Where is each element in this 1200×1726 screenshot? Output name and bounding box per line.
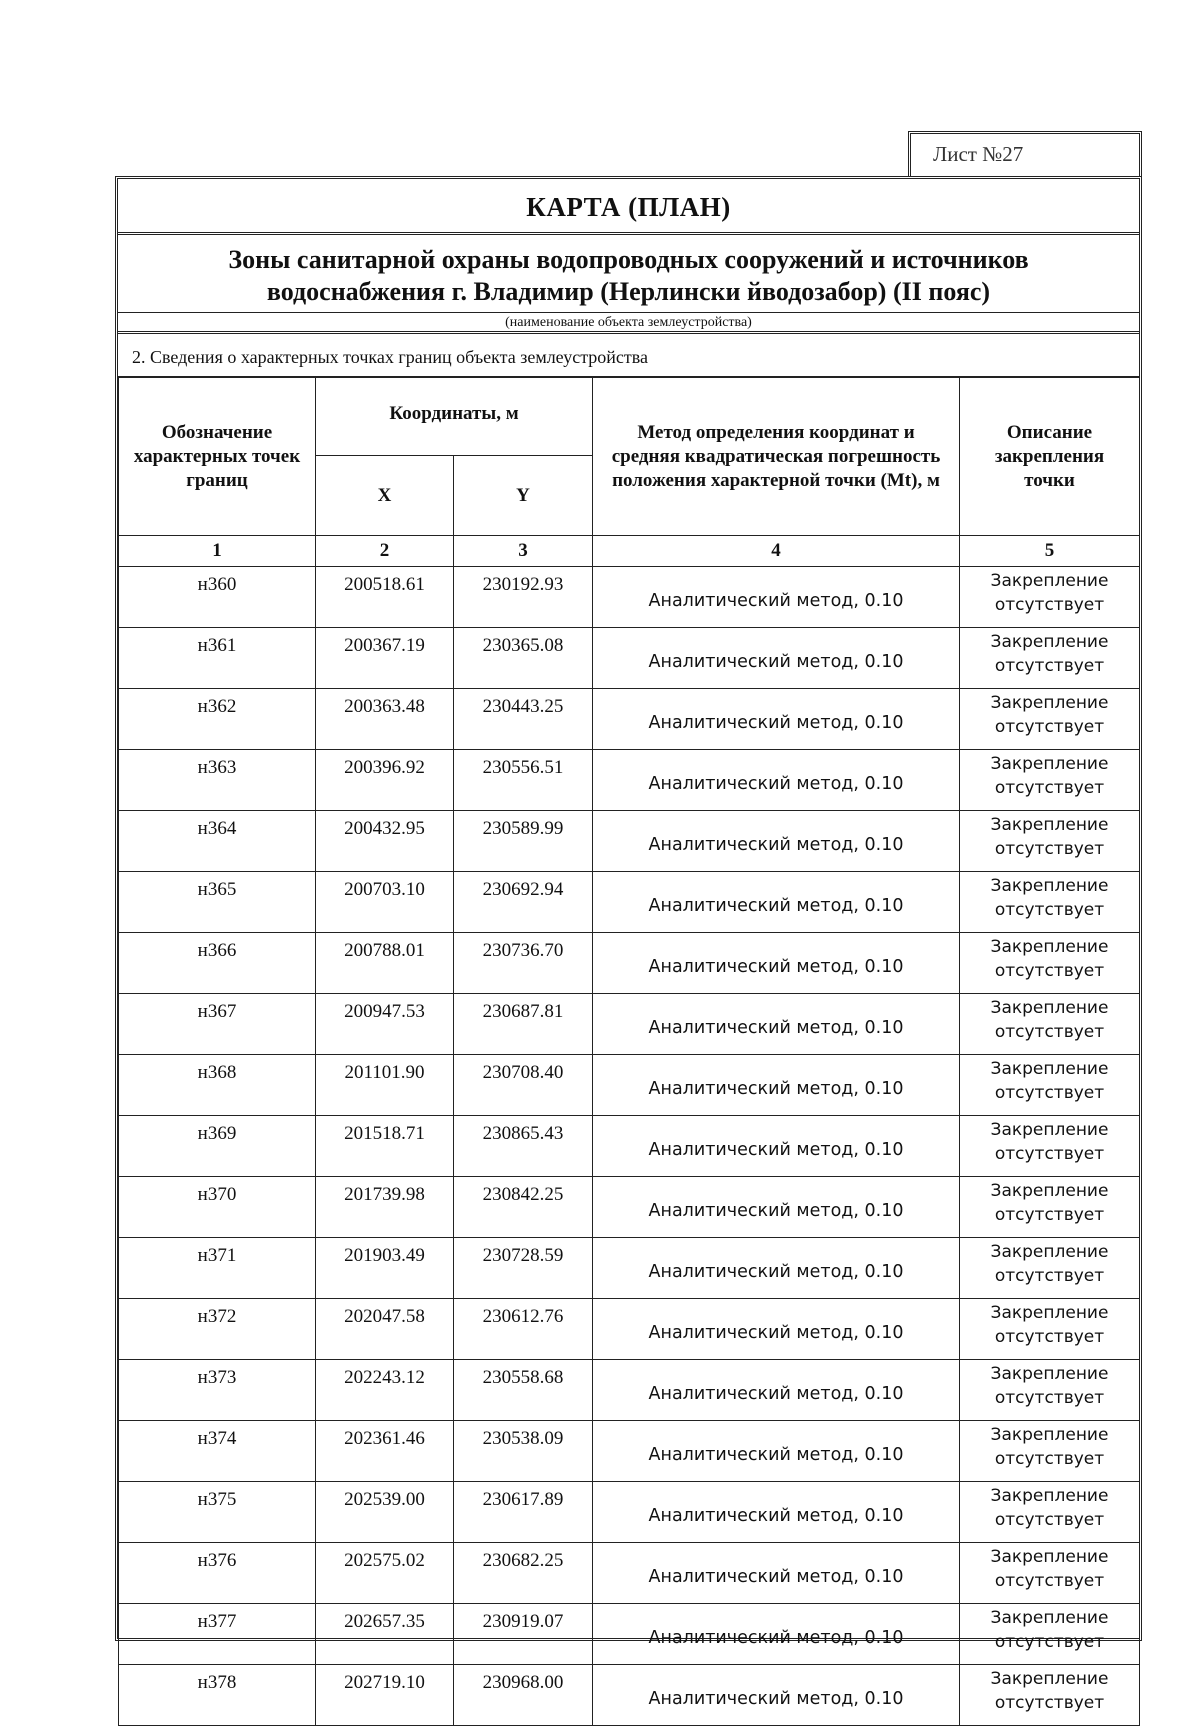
y-cell: 230968.00 bbox=[454, 1665, 593, 1726]
column-number: 2 bbox=[316, 536, 454, 567]
object-name-line-2: водоснабжения г. Владимир (Нерлински йводозабор) (II пояс) bbox=[266, 277, 991, 306]
point-cell: н370 bbox=[119, 1177, 316, 1238]
x-cell: 201739.98 bbox=[316, 1177, 454, 1238]
point-cell: н367 bbox=[119, 994, 316, 1055]
table-row bbox=[119, 1482, 1140, 1543]
table-row bbox=[119, 1055, 1140, 1116]
y-cell: 230556.51 bbox=[454, 750, 593, 811]
y-cell: 230865.43 bbox=[454, 1116, 593, 1177]
object-name-line-1: Зоны санитарной охраны водопроводных сооружений и источников bbox=[228, 245, 1029, 274]
method-cell: Аналитический метод, 0.10 bbox=[593, 811, 960, 872]
table-row bbox=[119, 1543, 1140, 1604]
description-cell: Закрепление отсутствует bbox=[960, 689, 1140, 750]
table-row bbox=[119, 872, 1140, 933]
header-coordinates: Координаты, м bbox=[316, 378, 593, 456]
table-row bbox=[119, 567, 1140, 628]
point-cell: н366 bbox=[119, 933, 316, 994]
y-cell: 230682.25 bbox=[454, 1543, 593, 1604]
method-cell: Аналитический метод, 0.10 bbox=[593, 1177, 960, 1238]
x-cell: 202657.35 bbox=[316, 1604, 454, 1665]
point-cell: н361 bbox=[119, 628, 316, 689]
method-cell: Аналитический метод, 0.10 bbox=[593, 1421, 960, 1482]
table-row bbox=[119, 1177, 1140, 1238]
table-row bbox=[119, 628, 1140, 689]
method-cell: Аналитический метод, 0.10 bbox=[593, 872, 960, 933]
x-cell: 201518.71 bbox=[316, 1116, 454, 1177]
y-cell: 230692.94 bbox=[454, 872, 593, 933]
y-cell: 230728.59 bbox=[454, 1238, 593, 1299]
y-cell: 230558.68 bbox=[454, 1360, 593, 1421]
x-cell: 200518.61 bbox=[316, 567, 454, 628]
object-caption: (наименование объекта землеустройства) bbox=[118, 312, 1139, 334]
description-cell: Закрепление отсутствует bbox=[960, 1482, 1140, 1543]
y-cell: 230192.93 bbox=[454, 567, 593, 628]
point-cell: н363 bbox=[119, 750, 316, 811]
column-number: 1 bbox=[119, 536, 316, 567]
method-cell: Аналитический метод, 0.10 bbox=[593, 567, 960, 628]
y-cell: 230842.25 bbox=[454, 1177, 593, 1238]
x-cell: 202243.12 bbox=[316, 1360, 454, 1421]
table-row bbox=[119, 750, 1140, 811]
x-cell: 202361.46 bbox=[316, 1421, 454, 1482]
table-row bbox=[119, 1238, 1140, 1299]
header-designation: Обозначение характерных точек границ bbox=[119, 378, 316, 536]
description-cell: Закрепление отсутствует bbox=[960, 994, 1140, 1055]
point-cell: н365 bbox=[119, 872, 316, 933]
x-cell: 202047.58 bbox=[316, 1299, 454, 1360]
description-cell: Закрепление отсутствует bbox=[960, 1238, 1140, 1299]
y-cell: 230612.76 bbox=[454, 1299, 593, 1360]
y-cell: 230617.89 bbox=[454, 1482, 593, 1543]
point-cell: н368 bbox=[119, 1055, 316, 1116]
method-cell: Аналитический метод, 0.10 bbox=[593, 750, 960, 811]
method-cell: Аналитический метод, 0.10 bbox=[593, 1299, 960, 1360]
points-table bbox=[118, 377, 1140, 1726]
method-cell: Аналитический метод, 0.10 bbox=[593, 628, 960, 689]
table-row bbox=[119, 1604, 1140, 1665]
point-cell: н369 bbox=[119, 1116, 316, 1177]
table-row bbox=[119, 811, 1140, 872]
y-cell: 230365.08 bbox=[454, 628, 593, 689]
header-description: Описание закрепления точки bbox=[960, 378, 1140, 536]
column-number: 4 bbox=[593, 536, 960, 567]
table-row bbox=[119, 994, 1140, 1055]
method-cell: Аналитический метод, 0.10 bbox=[593, 1360, 960, 1421]
description-cell: Закрепление отсутствует bbox=[960, 750, 1140, 811]
description-cell: Закрепление отсутствует bbox=[960, 1665, 1140, 1726]
y-cell: 230589.99 bbox=[454, 811, 593, 872]
table-body bbox=[119, 567, 1140, 1726]
table-row bbox=[119, 1299, 1140, 1360]
method-cell: Аналитический метод, 0.10 bbox=[593, 1238, 960, 1299]
point-cell: н375 bbox=[119, 1482, 316, 1543]
method-cell: Аналитический метод, 0.10 bbox=[593, 1665, 960, 1726]
method-cell: Аналитический метод, 0.10 bbox=[593, 1543, 960, 1604]
table-row bbox=[119, 933, 1140, 994]
method-cell: Аналитический метод, 0.10 bbox=[593, 689, 960, 750]
method-cell: Аналитический метод, 0.10 bbox=[593, 1482, 960, 1543]
description-cell: Закрепление отсутствует bbox=[960, 811, 1140, 872]
description-cell: Закрепление отсутствует bbox=[960, 1116, 1140, 1177]
x-cell: 200432.95 bbox=[316, 811, 454, 872]
method-cell: Аналитический метод, 0.10 bbox=[593, 994, 960, 1055]
x-cell: 200396.92 bbox=[316, 750, 454, 811]
description-cell: Закрепление отсутствует bbox=[960, 1055, 1140, 1116]
x-cell: 200703.10 bbox=[316, 872, 454, 933]
y-cell: 230708.40 bbox=[454, 1055, 593, 1116]
description-cell: Закрепление отсутствует bbox=[960, 1177, 1140, 1238]
x-cell: 200367.19 bbox=[316, 628, 454, 689]
document-title: КАРТА (ПЛАН) bbox=[118, 179, 1139, 235]
description-cell: Закрепление отсутствует bbox=[960, 933, 1140, 994]
column-number: 5 bbox=[960, 536, 1140, 567]
x-cell: 201903.49 bbox=[316, 1238, 454, 1299]
description-cell: Закрепление отсутствует bbox=[960, 1543, 1140, 1604]
point-cell: н364 bbox=[119, 811, 316, 872]
description-cell: Закрепление отсутствует bbox=[960, 628, 1140, 689]
table-row bbox=[119, 689, 1140, 750]
method-cell: Аналитический метод, 0.10 bbox=[593, 1604, 960, 1665]
y-cell: 230687.81 bbox=[454, 994, 593, 1055]
description-cell: Закрепление отсутствует bbox=[960, 1360, 1140, 1421]
x-cell: 200788.01 bbox=[316, 933, 454, 994]
header-method: Метод определения координат и средняя квадратическая погрешность положения характерной точки (Mt), м bbox=[593, 378, 960, 536]
x-cell: 202719.10 bbox=[316, 1665, 454, 1726]
y-cell: 230736.70 bbox=[454, 933, 593, 994]
description-cell: Закрепление отсутствует bbox=[960, 1604, 1140, 1665]
y-cell: 230538.09 bbox=[454, 1421, 593, 1482]
points-table-wrap bbox=[118, 377, 1139, 1726]
point-cell: н360 bbox=[119, 567, 316, 628]
object-name bbox=[118, 238, 1139, 312]
description-cell: Закрепление отсутствует bbox=[960, 1299, 1140, 1360]
x-cell: 201101.90 bbox=[316, 1055, 454, 1116]
method-cell: Аналитический метод, 0.10 bbox=[593, 1116, 960, 1177]
x-cell: 200947.53 bbox=[316, 994, 454, 1055]
point-cell: н362 bbox=[119, 689, 316, 750]
point-cell: н372 bbox=[119, 1299, 316, 1360]
method-cell: Аналитический метод, 0.10 bbox=[593, 933, 960, 994]
description-cell: Закрепление отсутствует bbox=[960, 1421, 1140, 1482]
table-row bbox=[119, 1116, 1140, 1177]
section-title: 2. Сведения о характерных точках границ объекта землеустройства bbox=[118, 337, 1139, 377]
header-x: X bbox=[316, 456, 454, 536]
document-frame bbox=[115, 176, 1142, 1713]
table-row bbox=[119, 1665, 1140, 1726]
y-cell: 230919.07 bbox=[454, 1604, 593, 1665]
table-row bbox=[119, 1421, 1140, 1482]
description-cell: Закрепление отсутствует bbox=[960, 872, 1140, 933]
point-cell: н377 bbox=[119, 1604, 316, 1665]
x-cell: 202575.02 bbox=[316, 1543, 454, 1604]
method-cell: Аналитический метод, 0.10 bbox=[593, 1055, 960, 1116]
point-cell: н371 bbox=[119, 1238, 316, 1299]
point-cell: н374 bbox=[119, 1421, 316, 1482]
column-number: 3 bbox=[454, 536, 593, 567]
sheet-number: Лист №27 bbox=[908, 131, 1142, 177]
description-cell: Закрепление отсутствует bbox=[960, 567, 1140, 628]
x-cell: 200363.48 bbox=[316, 689, 454, 750]
header-y: Y bbox=[454, 456, 593, 536]
y-cell: 230443.25 bbox=[454, 689, 593, 750]
point-cell: н373 bbox=[119, 1360, 316, 1421]
table-row bbox=[119, 1360, 1140, 1421]
point-cell: н376 bbox=[119, 1543, 316, 1604]
point-cell: н378 bbox=[119, 1665, 316, 1726]
x-cell: 202539.00 bbox=[316, 1482, 454, 1543]
